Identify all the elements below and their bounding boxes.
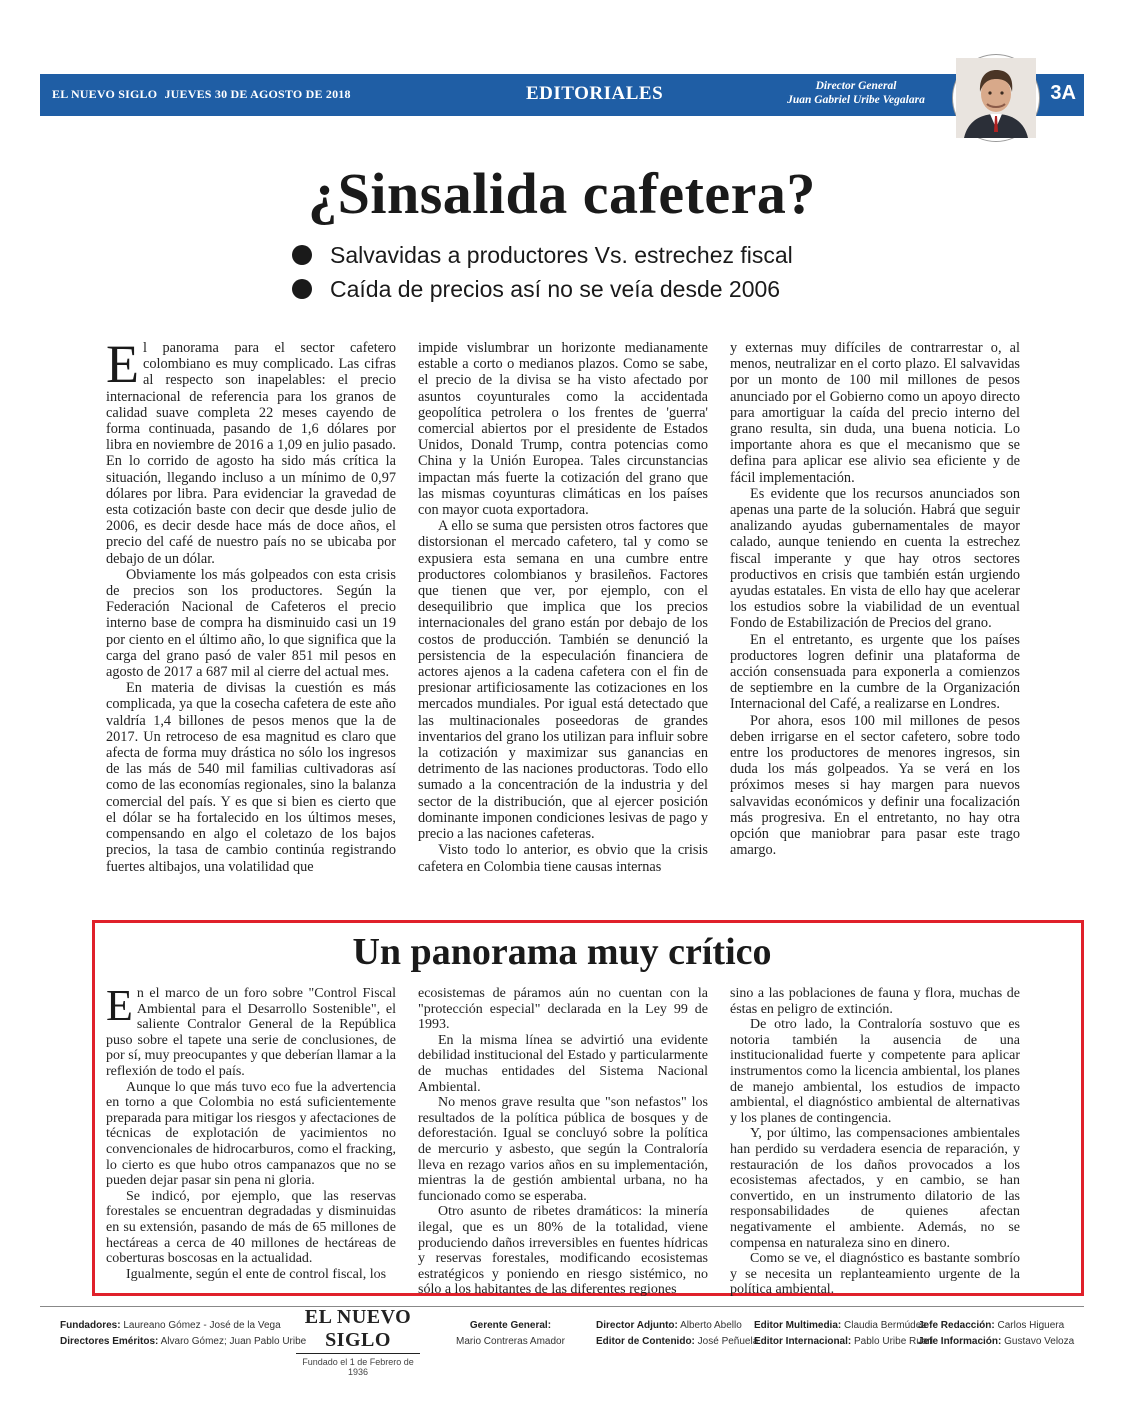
editorial-headline: ¿Sinsalida cafetera? — [308, 161, 816, 226]
footer-value: Alvaro Gómez; Juan Pablo Uribe — [160, 1336, 307, 1347]
paragraph: Por ahora, esos 100 mil millones de pesos deben irrigarse en el sector cafetero, sobre todo entre los productores de menores ingresos, sin duda los más golpeados. Ya se verá en los próximos meses si hay margen para nuevos salvavidas económicos y definir una focalización más progresiva. En el entretanto, no hay otra opción que maniobrar para pasar este trago amargo. — [730, 712, 1020, 859]
paragraph: Aunque lo que más tuvo eco fue la advertencia en torno a que Colombia no está suficientemente preparada para mitigar los riesgos y afectaciones de técnicas de explotación de yacimientos no convencionales de hidrocarburos, como el fracking, lo cierto es que hubo otros campanazos que no se pueden dejar pasar sin pena ni gloria. — [106, 1079, 396, 1189]
director-portrait — [953, 55, 1039, 141]
footer-value: Alberto Abello — [680, 1320, 742, 1331]
footer-logo-block — [296, 1306, 420, 1377]
paragraph: En la misma línea se advirtió una evidente debilidad institucional del Estado y particularmente de muchas entidades del Sistema Nacional Ambiental. — [418, 1032, 708, 1095]
bullet-icon — [292, 279, 312, 299]
paragraph: impide vislumbrar un horizonte medianamente estable a corto o medianos plazos. Como se sabe, el precio de la divisa se ha visto afectado por asuntos coyunturales como la accidentada geopolítica petrolera o los frentes de 'guerra' comercial abiertos por el presidente de Estados Unidos, Donald Trump, contra potencias como China y la Unión Europea. Tales circunstancias impactan más fuerte la cotización del grano que las mismas coyunturas climáticas en los países con mayor cuota exportadora. — [418, 340, 708, 519]
subhead-list — [292, 238, 892, 306]
footer-value: Pablo Uribe Ruan — [854, 1336, 933, 1347]
masthead-date: JUEVES 30 DE AGOSTO DE 2018 — [164, 87, 351, 101]
footer-label: Editor Multimedia: — [754, 1320, 842, 1331]
paragraph: Y, por último, las compensaciones ambientales han perdido su verdadera esencia de reparación, y restauración de los daños provocados a los ecosistemas afectados, y en cambio, se han convertido, en un instrumento dilatorio de las responsabilidades de quienes afectan negativamente el ambiente. Además, no se compensa en naturaleza sino en dinero. — [730, 1126, 1020, 1251]
main-column-2 — [418, 340, 708, 910]
footer-label: Editor Internacional: — [754, 1336, 852, 1347]
footer-label: Jefe Redacción: — [918, 1320, 995, 1331]
paragraph: Obviamente los más golpeados con esta crisis de precios son los productores. Según la Federación Nacional de Cafeteros el precio interno base de compra ha disminuido casi un 19 por ciento en el último año, lo que significa que la carga del grano pasó de valer 851 mil pesos en agosto de 2017 a 687 mil al cierre del actual mes. — [106, 566, 396, 681]
footer-label: Gerente General: — [469, 1320, 552, 1331]
subhead-item — [292, 272, 892, 306]
footer-value: José Peñuela — [697, 1336, 759, 1347]
footer-label: Fundadores: — [60, 1320, 121, 1331]
paragraph: De otro lado, la Contraloría sostuvo que es notoria también la ausencia de una institucionalidad fuerte y competente para aplicar instrumentos como la licencia ambiental, los planes de manejo ambiental, los estudios de impacto ambiental, el diagnóstico ambiental de alternativas y los planes de contingencia. — [730, 1017, 1020, 1126]
footer-editors-3 — [918, 1318, 1074, 1350]
paragraph-text: l panorama para el sector cafetero colombiano es muy complicado. Las cifras al respecto son inapelables: el precio internacional de referencia para los granos de calidad suave completa 22 meses cayendo de forma continuada, pasando de 1,6 dólares por libra en noviembre de 2016 a 1,09 en julio pasado. En lo corrido de agosto ha sido más crítica la situación, llegando incluso a un mínimo de 0,97 dólares por libra. Para evidenciar la gravedad de esta cotización baste con decir que desde julio de 2006, es decir desde hace más de doce años, el precio del café de nuestro país no se ubicaba por debajo de un dólar. — [106, 340, 396, 567]
paragraph: Se indicó, por ejemplo, que las reservas forestales se encuentran degradadas y disminuidas en su extensión, pasando de más de 65 millones de hectáreas a cerca de 40 millones de hectáreas de coberturas boscosas en la actualidad. — [106, 1188, 396, 1267]
paragraph: En el entretanto, es urgente que los países productores logren definir una plataforma de acción consensuada para exponerla a comienzos de septiembre en la cumbre de la Organización Internacional del Café, a realizarse en Londres. — [730, 631, 1020, 713]
paragraph: En materia de divisas la cuestión es más complicada, ya que la cosecha cafetera de este año valdría 1,4 billones de pesos menos que la de 2017. Un retroceso de esa magnitud es claro que afecta de forma muy drástica no sólo los ingresos de las más de 540 mil familias cultivadoras así como de las economías regionales, sino la balanza comercial del país. Y es que si bien es cierto que el dólar se ha fortalecido en los últimos meses, compensando en algo el coletazo de los bajos precios, la tasa de cambio continúa registrando fuertes altibajos, una volatilidad que — [106, 680, 396, 875]
box-column-3 — [730, 986, 1020, 1298]
box-column-2 — [418, 986, 708, 1298]
footer-founders — [60, 1318, 306, 1350]
paragraph: Igualmente, según el ente de control fiscal, los — [126, 1266, 387, 1282]
footer-label: Editor de Contenido: — [596, 1336, 695, 1347]
footer-divider — [40, 1306, 1084, 1307]
bullet-icon — [292, 245, 312, 265]
paragraph: Es evidente que los recursos anunciados son apenas una parte de la solución. Habrá que seguir analizando ayudas gubernamentales de mayor calado, aunque teniendo en cuenta la estrechez fiscal imperante y que hay otros sectores productivos en crisis que también están urgiendo ayudas estatales. En vista de ello hay que acelerar los estudios sobre la viabilidad de un eventual Fondo de Estabilización de Precios del grano. — [730, 485, 1020, 632]
paragraph: Visto todo lo anterior, es obvio que la crisis cafetera en Colombia tiene causas internas — [418, 842, 708, 875]
footer-value: Carlos Higuera — [997, 1320, 1065, 1331]
paragraph-text: n el marco de un foro sobre "Control Fiscal Ambiental para el Desarrollo Sostenible", el saliente Contralor General de la República puso sobre el tapete una serie de conclusiones, de por sí, muy preocupantes y que deberían llamar a la reflexión de todo el país. — [106, 986, 396, 1079]
footer-logo: EL NUEVO SIGLO — [296, 1306, 420, 1354]
paragraph: A ello se suma que persisten otros factores que distorsionan el mercado cafetero, tal y como se expusiera esta semana en una cumbre entre productores colombianos y brasileños. Factores que tienen que ver, por ejemplo, con el desequilibrio que implica que los precios internacionales del grano están por debajo de los costos de producción. También se denunció la persistencia de la especulación financiera de actores ajenos a la cadena cafetera con el fin de presionar artificiosamente las cotizaciones en los mercados mundiales. Por igual está detectado que las multinacionales poseedoras de grandes inventarios del grano los utilizan para influir sobre la cotización y maximizar sus ganancias en detrimento de las naciones productoras. Todo ello sumado a la concentración de la industria y del sector de la distribución, que al ejercer posición dominante imponen condiciones lesivas de pago y precio a las naciones cafeteras. — [418, 518, 708, 843]
director-credit — [746, 79, 966, 107]
footer-founded: Fundado el 1 de Febrero de 1936 — [302, 1357, 414, 1377]
drop-cap: E — [106, 334, 139, 394]
footer-editors-1 — [596, 1318, 758, 1350]
paragraph: Otro asunto de ribetes dramáticos: la minería ilegal, que es un 80% de la totalidad, viene produciendo daños irreversibles en fuentes hídricas y reservas forestales, modificando ecosistemas estratégicos y poniendo en riesgo sistémico, no sólo a los habitantes de las diferentes regiones — [418, 1204, 708, 1298]
box-column-1 — [106, 981, 396, 1286]
masthead-brand: EL NUEVO SIGLO — [52, 87, 158, 101]
subhead-text: Caída de precios así no se veía desde 2006 — [330, 275, 781, 302]
drop-cap: E — [106, 981, 133, 1030]
main-column-3 — [730, 340, 1020, 910]
subhead-item — [292, 238, 892, 272]
paragraph: No menos grave resulta que "son nefastos" los resultados de la política pública de bosques y de deforestación. Igual se concluyó sobre la política de mercurio y asbesto, que según la Contraloría lleva en rezago varios años en su implementación, mientras la de gestión ambiental urbana, no ha funcionado como se esperaba. — [418, 1095, 708, 1204]
footer-value: Claudia Bermúdez — [844, 1320, 927, 1331]
paragraph: Como se ve, el diagnóstico es bastante sombrío y se necesita un replanteamiento urgente de la política ambiental. — [730, 1251, 1020, 1298]
paragraph — [106, 981, 396, 1080]
footer-value: Laureano Gómez - José de la Vega — [123, 1320, 281, 1331]
footer-label: Jefe Información: — [918, 1336, 1002, 1347]
footer-value: Mario Contreras Amador — [456, 1336, 565, 1347]
section-title: EDITORIALES — [526, 83, 664, 104]
paragraph: sino a las poblaciones de fauna y flora, muchas de éstas en peligro de extinción. — [730, 986, 1020, 1017]
footer-label: Director Adjunto: — [596, 1320, 678, 1331]
paragraph: y externas muy difíciles de contrarrestar o, al menos, neutralizar en el corto plazo. El salvavidas por un monto de 100 mil millones de pesos anunciado por el Gobierno como un apoyo directo para amortiguar la caída del precio interno del grano resulta, sin duda, una buena noticia. Lo importante ahora es que el mecanismo que se defina para aplicar ese alivio sea eficiente y de fácil implementación. — [730, 340, 1020, 486]
subhead-text: Salvavidas a productores Vs. estrechez fiscal — [330, 241, 793, 268]
footer-manager — [456, 1318, 565, 1350]
footer-editors-2 — [754, 1318, 933, 1350]
paragraph: ecosistemas de páramos aún no cuentan con la "protección especial" declarada en la Ley 99 de 1993. — [418, 986, 708, 1033]
director-name: Juan Gabriel Uribe Vegalara — [787, 94, 925, 106]
footer-label: Directores Eméritos: — [60, 1336, 159, 1347]
director-title: Director General — [815, 80, 897, 92]
main-column-1 — [106, 334, 396, 910]
portrait-illustration — [956, 58, 1036, 138]
secondary-editorial-title: Un panorama muy crítico — [352, 931, 772, 973]
paragraph — [106, 334, 396, 567]
masthead-date-line — [52, 87, 351, 102]
footer-value: Gustavo Veloza — [1004, 1336, 1075, 1347]
page-number: 3A — [1050, 82, 1076, 104]
masthead-band — [40, 74, 1084, 116]
